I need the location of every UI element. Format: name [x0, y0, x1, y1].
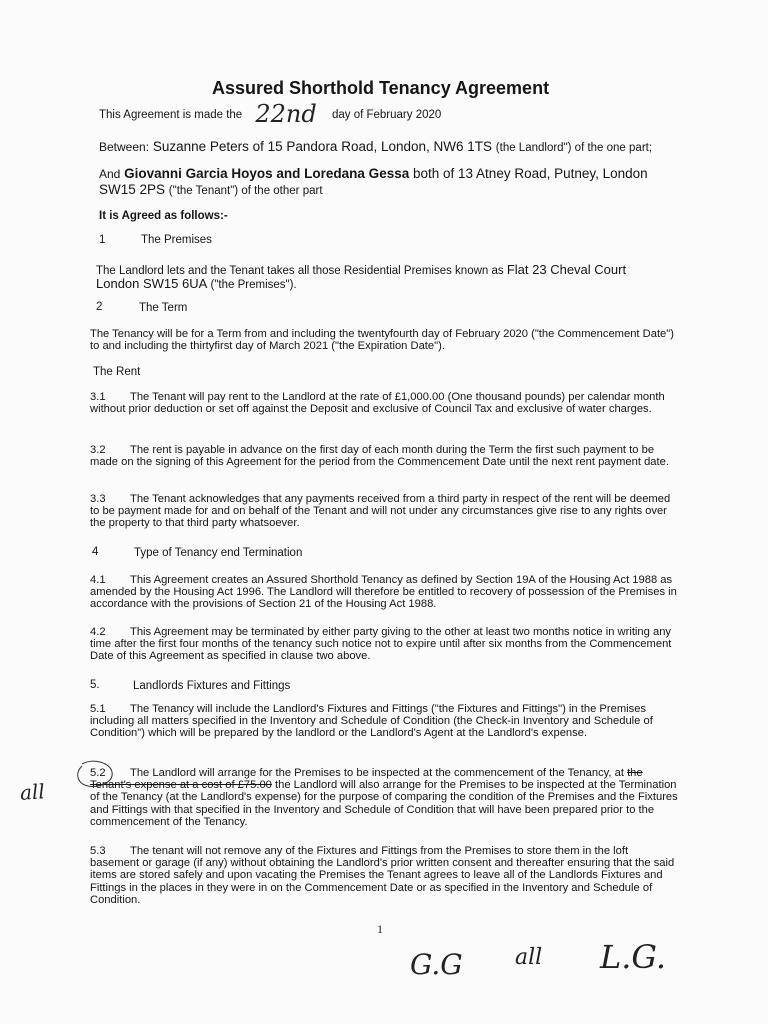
between-label: Between:: [99, 140, 150, 154]
section-1-text-2: [96, 278, 297, 292]
clause-4-1-text: This Agreement creates an Assured Shorthold Tenancy as defined by Section 19A of the Housing Act 1988 as amended by the Housing Act 1996. The Landlord will therefore be entitled to recovery of possession of the Premises in accordance with the provisions of Section 21 of the Housing Act 1988.: [90, 574, 677, 611]
clause-4-2-text: This Agreement may be terminated by either party giving to the other at least two months notice in writing any time after the first four months of the tenancy such notice not to expire until after six months from the Commencement Date of this Agreement as specified in clause two above.: [90, 626, 672, 663]
premises-tag: ("the Premises").: [210, 279, 297, 291]
tenant-party-line-2: [99, 182, 323, 197]
section-5-title: Landlords Fixtures and Fittings: [133, 680, 291, 692]
signature-initials-3: L.G.: [600, 938, 667, 976]
clause-5-1: [90, 703, 680, 740]
clause-4-2: [90, 626, 680, 663]
tenant-names: Giovanni Garcia Hoyos and Loredana Gessa: [124, 166, 410, 181]
margin-initials: all: [19, 779, 46, 805]
document-title: Assured Shorthold Tenancy Agreement: [212, 78, 550, 98]
tenant-address-b: SW15 2PS: [99, 182, 166, 197]
clause-4-1: [90, 574, 680, 611]
clause-5-2-number: 5.2: [90, 767, 106, 779]
clause-3-3-number: 3.3: [90, 493, 106, 505]
section-5-number: 5.: [90, 679, 100, 691]
section-4-title: Type of Tenancy end Termination: [134, 547, 303, 559]
clause-3-2-number: 3.2: [90, 444, 106, 456]
and-label: And: [99, 167, 121, 181]
landlord-party-line: [99, 139, 652, 154]
section-4-number: 4: [92, 546, 99, 558]
landlord-tag: (the Landlord") of the one part;: [495, 142, 653, 154]
section-2-number: 2: [96, 301, 103, 313]
premises-flat: Flat 23 Cheval Court: [506, 262, 627, 277]
landlord-details: Suzanne Peters of 15 Pandora Road, London, NW6 1TS: [152, 139, 493, 154]
section-1-title: The Premises: [141, 234, 212, 246]
signature-initials-2: all: [515, 945, 543, 970]
tenant-party-line: [99, 166, 648, 181]
clause-3-2: [90, 444, 680, 468]
tenant-address-a: both of 13 Atney Road, Putney, London: [413, 166, 648, 181]
handwritten-day: 22nd: [255, 100, 317, 128]
premises-text: The Landlord lets and the Tenant takes all those Residential Premises known as: [96, 265, 504, 277]
clause-5-2: [90, 767, 680, 828]
clause-4-1-number: 4.1: [90, 574, 106, 586]
clause-5-1-text: The Tenancy will include the Landlord's Fixtures and Fittings ("the Fixtures and Fittings") in the Premises including all matters specified in the Inventory and Schedule of Condition (the Check-in Inventory and Schedule of Condition") which will be prepared by the landlord or the Landlord's Agent at the Landlord's expense.: [90, 703, 653, 740]
section-2-text: The Tenancy will be for a Term from and including the twentyfourth day of February 2020 ("the Commencement Date") to and including the thirtyfirst day of March 2021 ("the Expiration Date").: [90, 328, 674, 353]
clause-5-2-rest: Termination of the Tenancy (at the Landlord's expense) for the purpose of comparing the condition of the Premises and the Fixtures and Fittings with that specified in the Inventory and Schedule of Condition that will have been prepared prior to the commencement of the Tenancy.: [90, 779, 678, 828]
agreed-heading: It is Agreed as follows:-: [99, 210, 228, 222]
clause-5-2-struck-text: the Tenant's expense at a cost of £75.00: [90, 767, 643, 792]
clause-5-2-after: the Landlord will also arrange for the Premises to be inspected at the: [275, 779, 616, 792]
signature-initials-1: G.G: [410, 948, 463, 981]
made-suffix: day of February 2020: [331, 109, 442, 121]
clause-5-2-first: The Landlord will arrange for the Premises to be inspected at the commencement of the Tenancy, at: [130, 767, 624, 779]
clause-3-3: [90, 493, 680, 530]
clause-3-3-text: The Tenant acknowledges that any payments received from a third party in respect of the rent will be deemed to be payment made for and on behalf of the Tenant and will not under any circumstances give rise to any rights over the property to that third party whatsoever.: [90, 493, 671, 530]
clause-5-1-number: 5.1: [90, 703, 106, 715]
page-number: 1: [377, 922, 383, 936]
clause-5-3-text: The tenant will not remove any of the Fixtures and Fittings from the Premises to store them in the loft basement or garage (if any) without obtaining the Landlord's prior written consent and thereafter ensuring that the said items are stored safely and upon vacating the Premises the Tenant agrees to leave all of the Landlords Fixtures and Fittings in the places in they were in on the Commencement Date or as specified in the Inventory and Schedule of Condition.: [90, 845, 675, 906]
agreement-date-line: [99, 100, 442, 128]
clause-4-2-number: 4.2: [90, 626, 106, 638]
section-1-number: 1: [99, 234, 106, 246]
clause-3-2-text: The rent is payable in advance on the first day of each month during the Term the first such payment to be made on the signing of this Agreement for the period from the Commencement Date until the next rent payment date.: [90, 444, 669, 469]
premises-postcode: London SW15 6UA: [96, 276, 208, 291]
clause-3-1-text: The Tenant will pay rent to the Landlord at the rate of £1,000.00 (One thousand pounds) per calendar month without prior deduction or set off against the Deposit and exclusive of Council Tax and exclusive of water charges.: [90, 391, 665, 416]
tenant-tag: ("the Tenant") of the other part: [168, 185, 323, 197]
clause-5-3: [90, 845, 680, 906]
rent-heading: The Rent: [93, 366, 141, 378]
clause-3-1-number: 3.1: [90, 391, 106, 403]
section-2-title: The Term: [139, 302, 188, 314]
made-prefix: This Agreement is made the: [99, 109, 243, 121]
clause-3-1: [90, 391, 680, 415]
clause-5-2-circle-mark: [70, 760, 120, 790]
clause-5-3-number: 5.3: [90, 845, 106, 857]
